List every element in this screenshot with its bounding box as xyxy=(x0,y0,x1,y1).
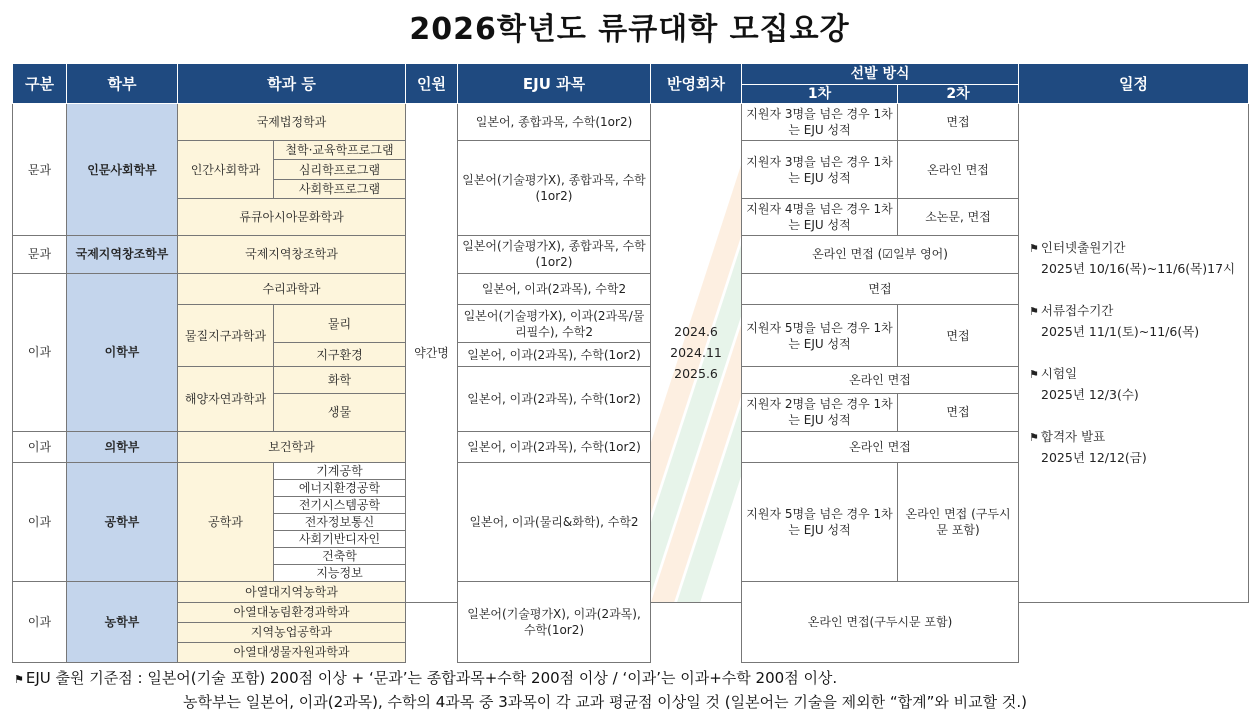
faculty-cell: 농학부 xyxy=(67,582,178,663)
admission-table xyxy=(12,63,1249,663)
eju-cell: 일본어(기술평가X), 이과(2과목/물리필수), 수학2 xyxy=(458,305,651,343)
selection-cell: 면접 xyxy=(742,274,1019,305)
eju-cell: 일본어(기술평가X), 종합과목, 수학(1or2) xyxy=(458,141,651,235)
department-cell: 수리과학과 xyxy=(178,274,406,305)
program-cell: 생물 xyxy=(274,393,406,431)
schedule-label: 합격자 발표 xyxy=(1040,428,1106,444)
eval-round: 2025.6 xyxy=(674,366,718,382)
stage2-cell: 온라인 면접 xyxy=(898,141,1019,198)
header-stage2: 2차 xyxy=(898,85,1019,104)
footnote-line2: 농학부는 일본어, 이과(2과목), 수학의 4과목 중 3과목이 각 교과 평균점 이상일 것 (일본어는 기술을 제외한 “합계”와 비교할 것.) xyxy=(183,693,1027,711)
header-stage1: 1차 xyxy=(742,85,898,104)
department-cell: 아열대생물자원과학과 xyxy=(178,642,406,662)
program-cell: 건축학 xyxy=(274,548,406,565)
header-eval-rounds: 반영회차 xyxy=(651,64,742,104)
department-cell: 국제법정학과 xyxy=(178,104,406,141)
schedule-label: 인터넷출원기간 xyxy=(1040,239,1126,255)
department-cell: 해양자연과학과 xyxy=(178,367,274,431)
eju-cell: 일본어, 이과(2과목), 수학(1or2) xyxy=(458,343,651,367)
schedule-cell xyxy=(1019,104,1249,602)
eju-cell: 일본어, 이과(물리&화학), 수학2 xyxy=(458,462,651,582)
stage2-cell: 온라인 면접 (구두시문 포함) xyxy=(898,462,1019,582)
eju-cell: 일본어, 종합과목, 수학(1or2) xyxy=(458,104,651,141)
header-department: 학과 등 xyxy=(178,64,406,104)
program-cell: 심리학프로그램 xyxy=(274,160,406,179)
header-category: 구분 xyxy=(13,64,67,104)
stage1-cell: 지원자 3명을 넘은 경우 1차는 EJU 성적 xyxy=(742,104,898,141)
category-cell: 이과 xyxy=(13,431,67,462)
program-cell: 사회기반디자인 xyxy=(274,531,406,548)
program-cell: 기계공학 xyxy=(274,462,406,479)
stage1-cell: 지원자 3명을 넘은 경우 1차는 EJU 성적 xyxy=(742,141,898,198)
footnote-line1 xyxy=(14,667,1244,688)
eval-round: 2024.11 xyxy=(670,345,722,361)
selection-cell: 온라인 면접 (☑일부 영어) xyxy=(742,235,1019,273)
eval-round: 2024.6 xyxy=(674,324,718,340)
schedule-item xyxy=(1029,301,1246,342)
page-title: 2026학년도 류큐대학 모집요강 xyxy=(409,12,850,47)
eju-cell: 일본어, 이과(2과목), 수학2 xyxy=(458,274,651,305)
department-cell: 아열대지역농학과 xyxy=(178,582,406,602)
department-cell: 국제지역창조학과 xyxy=(178,235,406,273)
eju-cell: 일본어, 이과(2과목), 수학(1or2) xyxy=(458,367,651,431)
program-cell: 전자정보통신 xyxy=(274,514,406,531)
flag-icon: ⚑ xyxy=(1029,241,1039,255)
selection-cell: 온라인 면접 xyxy=(742,367,1019,393)
program-cell: 물리 xyxy=(274,305,406,343)
program-cell: 에너지환경공학 xyxy=(274,479,406,496)
program-cell: 지능정보 xyxy=(274,565,406,582)
category-cell: 이과 xyxy=(13,274,67,432)
quota-cell: 약간명 xyxy=(406,104,458,602)
flag-icon: ⚑ xyxy=(1029,430,1039,444)
category-cell: 문과 xyxy=(13,235,67,273)
stage1-cell: 지원자 5명을 넘은 경우 1차는 EJU 성적 xyxy=(742,305,898,367)
stage2-cell: 소논문, 면접 xyxy=(898,198,1019,235)
stage2-cell: 면접 xyxy=(898,393,1019,431)
faculty-cell: 공학부 xyxy=(67,462,178,582)
schedule-date: 2025년 10/16(목)~11/6(목)17시 xyxy=(1041,260,1236,276)
stage1-cell: 지원자 2명을 넘은 경우 1차는 EJU 성적 xyxy=(742,393,898,431)
flag-icon: ⚑ xyxy=(1029,304,1039,318)
selection-cell: 온라인 면접 xyxy=(742,431,1019,462)
flag-icon: ⚑ xyxy=(1029,367,1039,381)
department-cell: 공학과 xyxy=(178,462,274,582)
category-cell: 이과 xyxy=(13,462,67,582)
schedule-label: 시험일 xyxy=(1040,365,1078,381)
faculty-cell: 국제지역창조학부 xyxy=(67,235,178,273)
schedule-item xyxy=(1029,427,1246,468)
department-cell: 아열대농림환경과학과 xyxy=(178,602,406,622)
category-cell: 이과 xyxy=(13,582,67,663)
header-faculty: 학부 xyxy=(67,64,178,104)
schedule-item xyxy=(1029,364,1246,405)
eju-cell: 일본어, 이과(2과목), 수학(1or2) xyxy=(458,431,651,462)
footnote-text: EJU 출원 기준점 : 일본어(기술 포함) 200점 이상 + ‘문과’는 종합과목+수학 200점 이상 / ‘이과’는 이과+수학 200점 이상. xyxy=(25,669,838,687)
category-cell: 문과 xyxy=(13,104,67,236)
faculty-cell: 의학부 xyxy=(67,431,178,462)
selection-cell: 온라인 면접(구두시문 포함) xyxy=(742,582,1019,663)
schedule-date: 2025년 12/3(수) xyxy=(1041,386,1139,402)
faculty-cell: 인문사회학부 xyxy=(67,104,178,236)
schedule-item xyxy=(1029,238,1246,279)
program-cell: 철학·교육학프로그램 xyxy=(274,141,406,160)
stage2-cell: 면접 xyxy=(898,305,1019,367)
department-cell: 물질지구과학과 xyxy=(178,305,274,367)
stage1-cell: 지원자 4명을 넘은 경우 1차는 EJU 성적 xyxy=(742,198,898,235)
stage2-cell: 면접 xyxy=(898,104,1019,141)
schedule-date: 2025년 11/1(토)~11/6(목) xyxy=(1041,323,1200,339)
schedule-date: 2025년 12/12(금) xyxy=(1041,449,1147,465)
program-cell: 전기시스템공학 xyxy=(274,497,406,514)
program-cell: 지구환경 xyxy=(274,343,406,367)
eju-cell: 일본어(기술평가X), 종합과목, 수학(1or2) xyxy=(458,235,651,273)
faculty-cell: 이학부 xyxy=(67,274,178,432)
schedule-label: 서류접수기간 xyxy=(1040,302,1114,318)
department-cell: 류큐아시아문화학과 xyxy=(178,198,406,235)
header-quota: 인원 xyxy=(406,64,458,104)
stage1-cell: 지원자 5명을 넘은 경우 1차는 EJU 성적 xyxy=(742,462,898,582)
department-cell: 보건학과 xyxy=(178,431,406,462)
header-selection: 선발 방식 xyxy=(742,64,1019,85)
department-cell: 인간사회학과 xyxy=(178,141,274,198)
department-cell: 지역농업공학과 xyxy=(178,622,406,642)
eju-cell: 일본어(기술평가X), 이과(2과목), 수학(1or2) xyxy=(458,582,651,663)
eval-rounds-cell xyxy=(651,104,742,602)
program-cell: 사회학프로그램 xyxy=(274,179,406,198)
header-eju: EJU 과목 xyxy=(458,64,651,104)
flag-icon: ⚑ xyxy=(14,673,24,686)
header-schedule: 일정 xyxy=(1019,64,1249,104)
program-cell: 화학 xyxy=(274,367,406,393)
